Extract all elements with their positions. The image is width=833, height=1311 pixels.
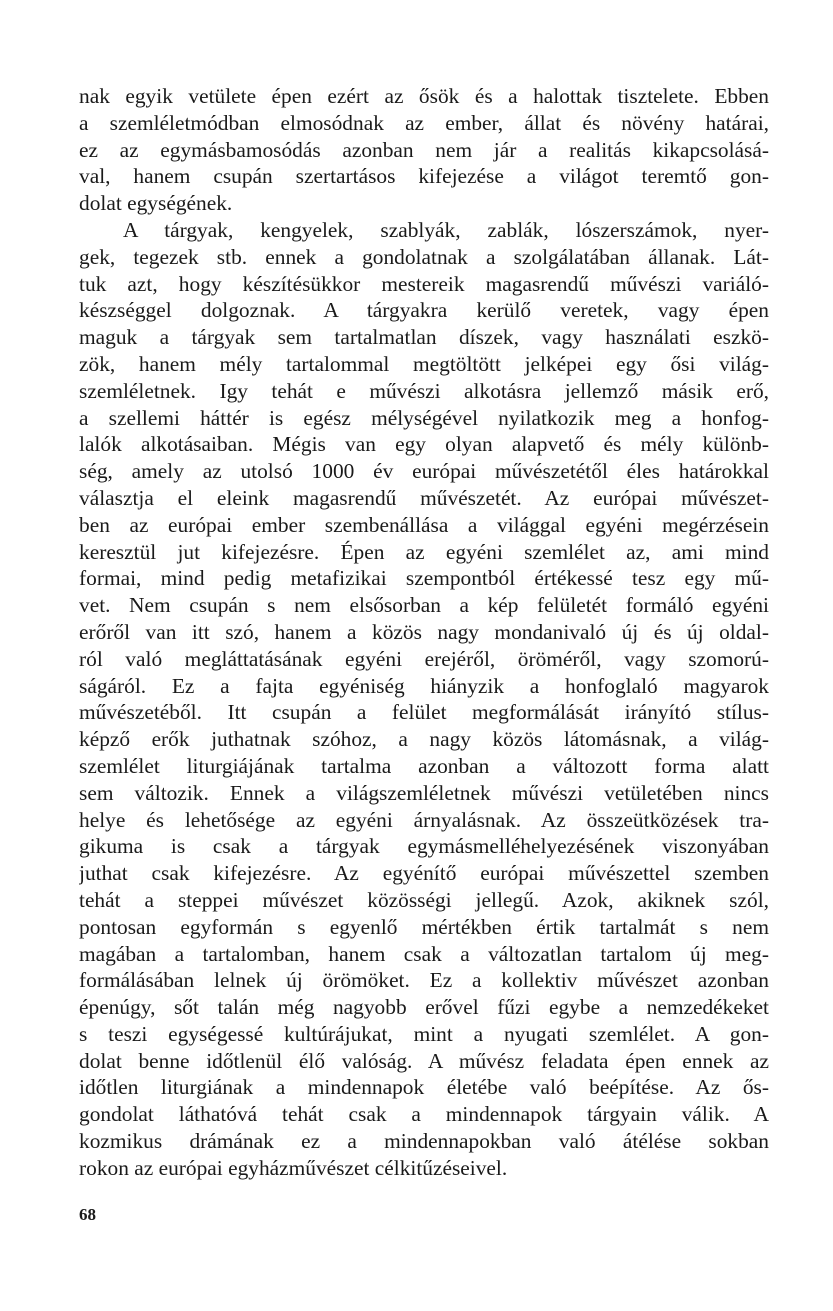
text-line: sem változik. Ennek a világszemléletnek művészi vetületében nincs	[79, 780, 769, 805]
paragraph-1	[79, 83, 769, 217]
text-line: tuk azt, hogy készítésükkor mestereik magasrendű művészi variáló-	[79, 271, 769, 296]
text-line: magában a tartalomban, hanem csak a változatlan tartalom új meg-	[79, 941, 769, 966]
text-line: ez az egymásbamosódás azonban nem jár a realitás kikapcsolásá-	[79, 137, 769, 162]
text-line: keresztül jut kifejezésre. Épen az egyéni szemlélet az, ami mind	[79, 539, 769, 564]
text-line: ról való megláttatásának egyéni erejéről, öröméről, vagy szomorú-	[79, 646, 769, 671]
text-line: a szemléletmódban elmosódnak az ember, állat és növény határai,	[79, 110, 769, 135]
text-line: val, hanem csupán szertartásos kifejezése a világot teremtő gon-	[79, 164, 769, 189]
text-line: választja el eleink magasrendű művészetét. Az európai művészet-	[79, 485, 769, 510]
text-line: gondolat láthatóvá tehát csak a mindennapok tárgyain válik. A	[79, 1102, 769, 1127]
text-line: erőről van itt szó, hanem a közös nagy mondanivaló új és új oldal-	[79, 619, 769, 644]
text-line: maguk a tárgyak sem tartalmatlan díszek, vagy használati eszkö-	[79, 325, 769, 350]
text-line: nak egyik vetülete épen ezért az ősök és a halottak tisztelete. Ebben	[79, 84, 769, 108]
text-line: formálásában lelnek új örömöket. Ez a kollektiv művészet azonban	[79, 968, 769, 993]
text-line: szemlélet liturgiájának tartalma azonban a változott forma alatt	[79, 753, 769, 778]
text-line: kozmikus drámának ez a mindennapokban való átélése sokban	[79, 1129, 769, 1154]
text-line: a szellemi háttér is egész mélységével nyilatkozik meg a honfog-	[79, 405, 769, 430]
text-line: s teszi egységessé kultúrájukat, mint a nyugati szemlélet. A gon-	[79, 1021, 769, 1046]
text-line: lalók alkotásaiban. Mégis van egy olyan alapvető és mély különb-	[79, 432, 769, 457]
text-line: időtlen liturgiának a mindennapok életébe való beépítése. Az ős-	[79, 1075, 769, 1100]
text-line: készséggel dolgoznak. A tárgyakra kerülő veretek, vagy épen	[79, 298, 769, 323]
text-line: gek, tegezek stb. ennek a gondolatnak a szolgálatában állanak. Lát-	[79, 244, 769, 269]
text-line: ságáról. Ez a fajta egyéniség hiányzik a honfoglaló magyarok	[79, 673, 769, 698]
text-line: pontosan egyformán s egyenlő mértékben értik tartalmát s nem	[79, 914, 769, 939]
text-line: dolat benne időtlenül élő valóság. A művész feladata épen ennek az	[79, 1048, 769, 1073]
text-line: művészetéből. Itt csupán a felület megformálását irányító stílus-	[79, 700, 769, 725]
text-line: vet. Nem csupán s nem elsősorban a kép felületét formáló egyéni	[79, 593, 769, 618]
text-line: zök, hanem mély tartalommal megtöltött jelképei egy ősi világ-	[79, 351, 769, 376]
text-line: ben az európai ember szembenállása a világgal egyéni megérzésein	[79, 512, 769, 537]
paragraph-2	[79, 217, 769, 1182]
text-line: képző erők juthatnak szóhoz, a nagy közös látomásnak, a világ-	[79, 727, 769, 752]
text-line: formai, mind pedig metafizikai szempontból értékessé tesz egy mű-	[79, 566, 769, 591]
text-line: épenúgy, sőt talán még nagyobb erővel fűzi egybe a nemzedékeket	[79, 995, 769, 1020]
text-line: szemléletnek. Igy tehát e művészi alkotásra jellemző másik erő,	[79, 378, 769, 403]
text-line: gikuma is csak a tárgyak egymásmelléhelyezésének viszonyában	[79, 834, 769, 859]
text-line: juthat csak kifejezésre. Az egyénítő európai művészettel szemben	[79, 861, 769, 886]
text-line: dolat egységének.	[79, 191, 233, 216]
text-line: helye és lehetősége az egyéni árnyalásnak. Az összeütközések tra-	[79, 807, 769, 832]
body-text	[79, 83, 769, 1182]
text-line: ség, amely az utolsó 1000 év európai művészetétől éles határokkal	[79, 459, 769, 484]
text-line: A tárgyak, kengyelek, szablyák, zablák, lószerszámok, nyer-	[123, 217, 769, 242]
page-number: 68	[79, 1205, 96, 1224]
text-line: tehát a steppei művészet közösségi jellegű. Azok, akiknek szól,	[79, 887, 769, 912]
text-line: rokon az európai egyházművészet célkitűzéseivel.	[79, 1155, 508, 1180]
